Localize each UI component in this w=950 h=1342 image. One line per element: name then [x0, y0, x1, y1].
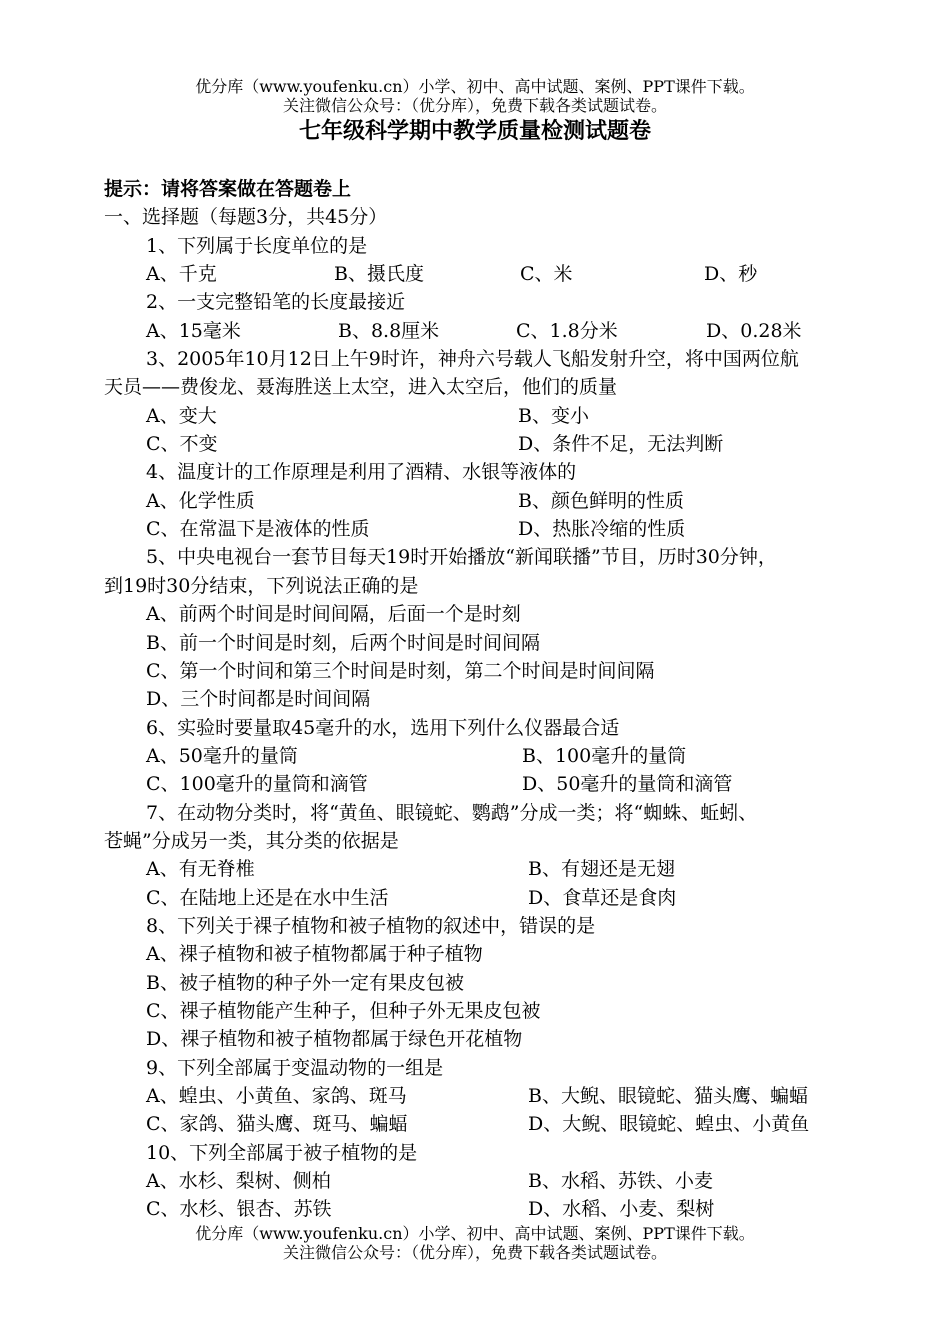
- question-5-stem-line-1: 5、中央电视台一套节目每天19时开始播放“新闻联播”节目，历时30分钟，: [146, 546, 777, 569]
- answer-hint: 提示：请将答案做在答题卷上: [104, 178, 352, 200]
- question-4-options-row-2: [104, 515, 904, 543]
- question-8-option-b: B、被子植物的种子外一定有果皮包被: [146, 971, 464, 994]
- question-6-stem: 6、实验时要量取45毫升的水，选用下列什么仪器最合适: [146, 716, 620, 739]
- footer-promo-line-2: 关注微信公众号：（优分库），免费下载各类试题试卷。: [282, 1243, 667, 1262]
- question-3-stem-line-2: 天员——费俊龙、聂海胜送上太空，进入太空后，他们的质量: [104, 376, 618, 399]
- question-9-option-c: C、家鸽、猫头鹰、斑马、蝙蝠: [146, 1113, 408, 1136]
- question-8-option-a: A、裸子植物和被子植物都属于种子植物: [146, 943, 483, 966]
- question-1-option-b: B、摄氏度: [334, 263, 424, 286]
- question-2-option-d: D、0.28米: [706, 319, 802, 342]
- section-heading: 一、选择题（每题3分，共45分）: [104, 206, 388, 229]
- question-4-option-c: C、在常温下是液体的性质: [146, 518, 370, 541]
- question-6-option-d: D、50毫升的量筒和滴管: [522, 773, 733, 796]
- question-7-options-row-2: [104, 884, 904, 912]
- question-6-options-row-2: [104, 770, 904, 798]
- header-promo-line-2: 关注微信公众号：（优分库），免费下载各类试题试卷。: [282, 96, 667, 115]
- question-1-stem: 1、下列属于长度单位的是: [146, 234, 368, 257]
- question-7-stem-line-1: 7、在动物分类时，将“黄鱼、眼镜蛇、鹦鹉”分成一类；将“蜘蛛、蚯蚓、: [146, 801, 758, 824]
- question-9-options-row-1: [104, 1082, 904, 1110]
- question-8-stem: 8、下列关于裸子植物和被子植物的叙述中，错误的是: [146, 914, 596, 937]
- exam-content: [104, 175, 904, 1224]
- question-8-option-d: D、裸子植物和被子植物都属于绿色开花植物: [146, 1028, 523, 1051]
- question-4-option-b: B、颜色鲜明的性质: [518, 489, 684, 512]
- question-1-option-c: C、米: [520, 263, 573, 286]
- question-10-option-c: C、水杉、银杏、苏铁: [146, 1198, 332, 1221]
- question-10-option-a: A、水杉、梨树、侧柏: [146, 1170, 331, 1193]
- question-5-option-b: B、前一个时间是时刻，后两个时间是时间间隔: [146, 631, 540, 654]
- question-7-option-c: C、在陆地上还是在水中生活: [146, 886, 389, 909]
- question-2-stem: 2、一支完整铅笔的长度最接近: [146, 291, 406, 314]
- question-3-option-a: A、变大: [146, 404, 217, 427]
- question-3-stem-line-1: 3、2005年10月12日上午9时许，神舟六号载人飞船发射升空，将中国两位航: [146, 348, 799, 371]
- question-10-options-row-2: [104, 1195, 904, 1223]
- question-3-option-d: D、条件不足，无法判断: [518, 433, 724, 456]
- header-promo-line-1: 优分库（www.youfenku.cn）小学、初中、高中试题、案例、PPT课件下载。: [195, 77, 755, 96]
- question-5-stem-line-2: 到19时30分结束，下列说法正确的是: [104, 574, 419, 597]
- question-2-option-a: A、15毫米: [146, 319, 241, 342]
- question-6-option-a: A、50毫升的量筒: [146, 744, 298, 767]
- question-6-option-c: C、100毫升的量筒和滴管: [146, 773, 368, 796]
- question-9-option-a: A、蝗虫、小黄鱼、家鸽、斑马: [146, 1085, 407, 1107]
- question-3-option-c: C、不变: [146, 433, 218, 456]
- question-7-option-a: A、有无脊椎: [146, 858, 255, 881]
- question-2-option-c: C、1.8分米: [516, 319, 618, 342]
- question-2-option-b: B、8.8厘米: [338, 319, 440, 342]
- question-4-stem: 4、温度计的工作原理是利用了酒精、水银等液体的: [146, 461, 577, 484]
- question-10-option-b: B、水稻、苏铁、小麦: [528, 1170, 713, 1193]
- question-10-stem: 10、下列全部属于被子植物的是: [146, 1141, 418, 1164]
- question-8-option-c: C、裸子植物能产生种子，但种子外无果皮包被: [146, 999, 541, 1022]
- question-5-option-a: A、前两个时间是时间间隔，后面一个是时刻: [146, 603, 521, 626]
- question-9-option-d: D、大鲵、眼镜蛇、蝗虫、小黄鱼: [528, 1113, 810, 1136]
- question-7-option-b: B、有翅还是无翅: [528, 858, 675, 881]
- question-9-option-b: B、大鲵、眼镜蛇、猫头鹰、蝙蝠: [528, 1085, 808, 1107]
- question-3-options-row-2: [104, 430, 904, 458]
- question-4-option-a: A、化学性质: [146, 489, 255, 512]
- question-9-options-row-2: [104, 1110, 904, 1138]
- question-3-option-b: B、变小: [518, 404, 589, 427]
- question-5-option-d: D、三个时间都是时间间隔: [146, 688, 371, 711]
- question-4-options-row-1: [104, 487, 904, 515]
- question-6-option-b: B、100毫升的量筒: [522, 744, 687, 767]
- question-2-options: [104, 317, 904, 345]
- question-1-option-d: D、秒: [704, 263, 758, 286]
- question-4-option-d: D、热胀冷缩的性质: [518, 518, 686, 541]
- question-1-option-a: A、千克: [146, 263, 217, 286]
- question-9-stem: 9、下列全部属于变温动物的一组是: [146, 1056, 444, 1079]
- question-7-options-row-1: [104, 855, 904, 883]
- exam-title: 七年级科学期中教学质量检测试题卷: [298, 118, 651, 144]
- question-5-option-c: C、第一个时间和第三个时间是时刻，第二个时间是时间间隔: [146, 659, 655, 682]
- question-7-option-d: D、食草还是食肉: [528, 886, 677, 909]
- question-3-options-row-1: [104, 402, 904, 430]
- question-6-options-row-1: [104, 742, 904, 770]
- footer-promo-line-1: 优分库（www.youfenku.cn）小学、初中、高中试题、案例、PPT课件下载。: [195, 1224, 755, 1243]
- question-1-options: [104, 260, 904, 288]
- question-7-stem-line-2: 苍蝇”分成另一类，其分类的依据是: [104, 829, 399, 852]
- question-10-options-row-1: [104, 1167, 904, 1195]
- question-10-option-d: D、水稻、小麦、梨树: [528, 1198, 715, 1221]
